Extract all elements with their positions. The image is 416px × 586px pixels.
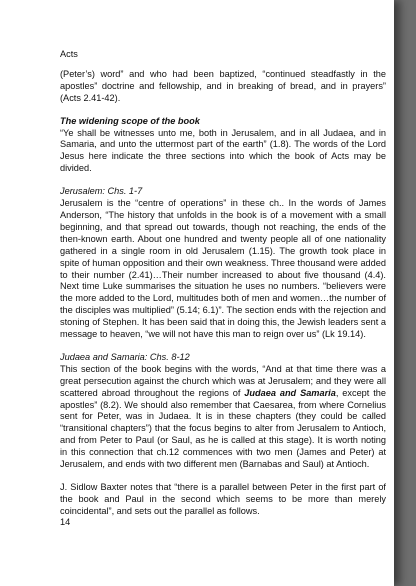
- widening-scope-paragraph: “Ye shall be witnesses unto me, both in Jerusalem, and in all Judaea, and in Samaria, and unto the uttermost part of the earth” (1.8). The words of the Lord Jesus here indicate the three sections into which the book of Acts may be divided.: [60, 127, 386, 174]
- closing-paragraph: J. Sidlow Baxter notes that “there is a parallel between Peter in the first part of the book and Paul in the second which seems to be more than merely coincidental”, and sets out the parallel as follows.: [60, 482, 386, 516]
- page-content: [60, 49, 386, 518]
- jerusalem-paragraph: Jerusalem is the “centre of operations” in these ch.. In the words of James Anderson, “The history that unfolds in the book is of a movement with a small beginning, and that spread out towards, though not reaching, the ends of the then-known earth. About one hundred and twenty people all of one nationality gathered in a single room in old Jerusalem (1.15). The growth took place in spite of human opposition and their own weakness. Three thousand were added to their number (2.41)…Their number increased to about five thousand (4.4). Next time Luke summarises the situation he uses no numbers. “believers were the more added to the Lord, multitudes both of men and women…the number of the disciples was multiplied” (5.14; 6.1)”. The section ends with the rejection and stoning of Stephen. It has been said that in doing this, the Jewish leaders sent a message to heaven, “we will not have this man to reign over us” (Lk 19.14).: [60, 198, 386, 340]
- page-number: 14: [60, 517, 71, 527]
- section-heading-widening-scope: The widening scope of the book: [60, 115, 200, 126]
- section-heading-jerusalem: Jerusalem: Chs. 1-7: [60, 186, 143, 197]
- running-head: Acts: [60, 49, 78, 59]
- judaea-text-after: , except the apostles” (8.2). We should also remember that Caesarea, from where Cornelius sent for Peter, was in Judaea. It is in these chapters (they could be called “transitional chapters”) that the focus begins to alter from Jerusalem to Antioch, and from Peter to Paul (or Saul, as he is called at this stage). It is worth noting in this connection that ch.12 commences with two men (James and Peter) at Jerusalem, and ends with two different men (Barnabas and Saul) at Antioch.: [60, 387, 387, 470]
- intro-paragraph: (Peter’s) word” and who had been baptized, “continued steadfastly in the apostles” doctrine and fellowship, and in breaking of bread, and in prayers” (Acts 2.41-42).: [60, 68, 386, 103]
- judaea-text-before: This section of the book begins with the words, “And at that time there was a great persecution against the church which was at Jerusalem; and they were all scattered abroad throughout the regions of: [60, 363, 386, 398]
- judaea-samaria-paragraph: [60, 364, 386, 471]
- judaea-samaria-emphasis: Judaea and Samaria: [244, 387, 336, 398]
- section-heading-judaea-samaria: Judaea and Samaria: Chs. 8-12: [60, 351, 190, 362]
